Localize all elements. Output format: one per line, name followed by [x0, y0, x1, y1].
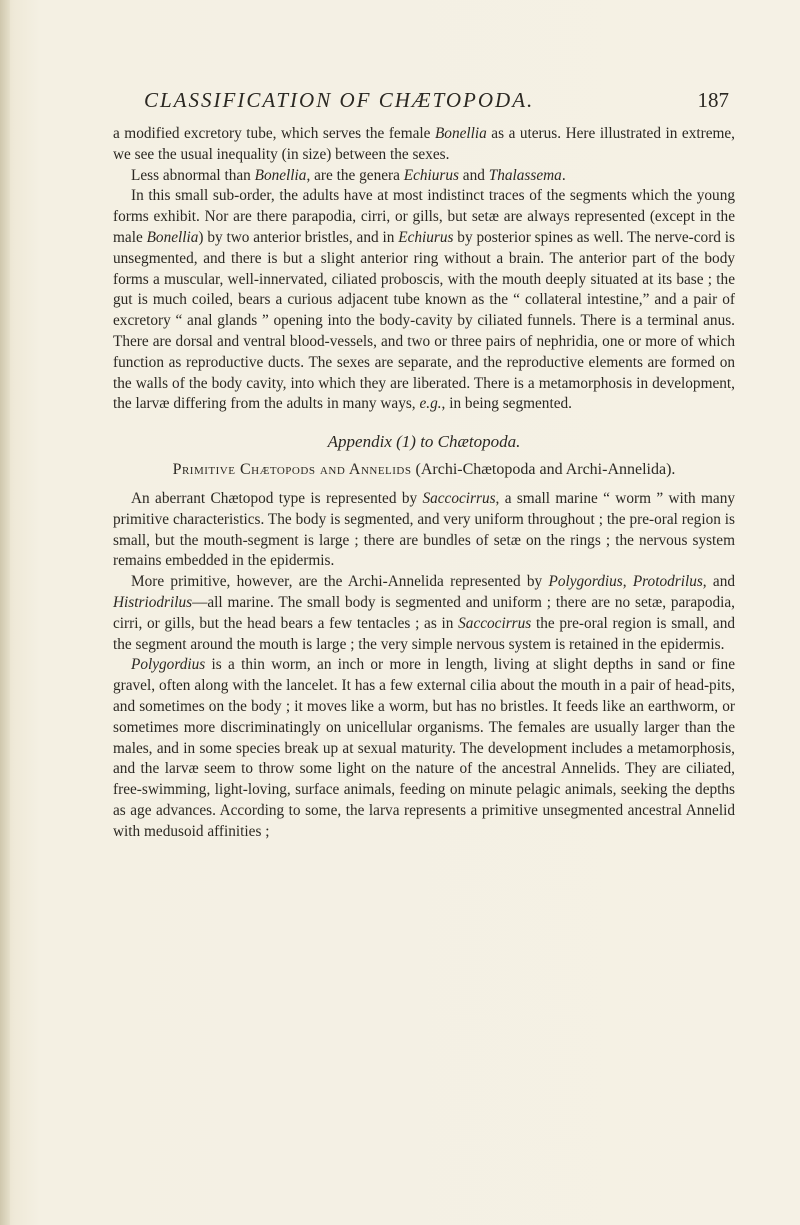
text-run: the pre-oral region is small, and the segment around the mouth is large ; the very simple nervous system is retained in the epidermis. [113, 614, 735, 653]
italic-term: Bonellia [434, 125, 487, 142]
text-run: as a uterus. Here illustrated in extreme, we see the usual inequality (in size) between the sexes. [113, 125, 736, 163]
paragraph [113, 166, 735, 187]
italic-term: Histriodrilus [113, 593, 193, 611]
text-run: Less abnormal than [131, 166, 255, 184]
text-run: ) by two anterior bristles, and in [198, 228, 399, 246]
italic-term: Echiurus [398, 228, 454, 246]
text-run: , in being segmented. [441, 395, 572, 413]
paragraph [113, 489, 735, 572]
text-run: is a thin worm, an inch or more in length, living at slight depths in sand or fine gravel, often along with the lancelet. It has a few external cilia about the mouth in a pair of head-pits, and sometimes on the body ; it moves like a worm, but has no bristles. It feeds like an earthworm, or sometimes more discriminatingly on unicellular organisms. The females are usually larger than the males, and in some species break up at sexual maturity. The development includes a metamorphosis, and the larvæ seem to throw some light on the nature of the ancestral Annelids. They are ciliated, free-swimming, light-loving, surface animals, feeding on minute pelagic animals, seeking the depths as age advances. According to some, the larva represents a primitive unsegmented ancestral Annelid with medusoid affinities ; [113, 656, 735, 840]
appendix-heading: Appendix (1) to Chætopoda. [327, 432, 521, 452]
text-run: , and [702, 573, 735, 591]
text-run: —all marine. The small body is segmented and uniform ; there are no setæ, parapodia, cirri, or gills, but the head bears a few tentacles ; as in [113, 593, 735, 632]
text-run: An aberrant Chætopod type is represented by [131, 489, 423, 507]
italic-term: Echiurus [403, 166, 459, 184]
page-header [144, 88, 729, 118]
paragraph [113, 572, 735, 655]
paragraph [113, 655, 735, 842]
text-run: More primitive, however, are the Archi-Annelida represented by [131, 573, 549, 591]
text-run: , a small marine “ worm ” with many primitive characteristics. The body is segmented, and very uniform throughout ; the pre-oral region is small, but the mouth-segment is large ; there are bundles of setæ on the rings ; the nervous system remains embedded in the epidermis. [113, 489, 736, 570]
italic-term: Protodrilus [632, 573, 703, 591]
paragraph [113, 186, 735, 415]
text-run: , [622, 573, 633, 591]
text-run: by posterior spines as well. The nerve-cord is unsegmented, and there is but a slight anterior ring without a brain. The anterior part of the body forms a muscular, well-innervated, ciliated proboscis, with the mouth deeply situated at its base ; the gut is much coiled, bears a curious adjacent tube known as the “ collateral intestine,” and a pair of excretory “ anal glands ” opening into the body-cavity by ciliated funnels. There is a terminal anus. There are dorsal and ventral blood-vessels, and two or three pairs of nephridia, one or more of which function as reproductive ducts. The sexes are separate, and the reproductive elements are formed on the walls of the body cavity, into which they are liberated. There is a metamorphosis in development, the larvæ differing from the adults in many ways, [113, 228, 735, 413]
text-run: In this small sub-order, the adults have at most indistinct traces of the segments which the young forms exhibit. Nor are there parapodia, cirri, or gills, but setæ are always represented (except in the male [113, 187, 735, 246]
italic-term: Saccocirrus [422, 489, 496, 507]
section-title-smallcaps: Primitive Chætopods and Annelids [172, 460, 412, 478]
italic-term: Polygordius [548, 573, 623, 591]
italic-term: Bonellia [254, 166, 307, 184]
text-run: a modified excretory tube, which serves the female [113, 125, 435, 142]
italic-term: e.g. [419, 395, 442, 413]
italic-term: Thalassema [488, 166, 562, 184]
text-run: . [561, 166, 566, 184]
paragraph [113, 124, 735, 166]
running-head: CLASSIFICATION OF CHÆTOPODA. [144, 88, 535, 112]
italic-term: Saccocirrus [458, 614, 532, 632]
text-run: , are the genera [306, 166, 404, 184]
text-run: and [458, 166, 489, 184]
section-title [113, 459, 735, 480]
page-number: 187 [697, 88, 729, 112]
section-title-rest: (Archi-Chætopoda and Archi-Annelida). [411, 460, 676, 478]
body-text [113, 124, 735, 843]
italic-term: Polygordius [131, 656, 206, 674]
italic-term: Bonellia [146, 228, 199, 246]
page-gutter-shadow [0, 0, 10, 1225]
